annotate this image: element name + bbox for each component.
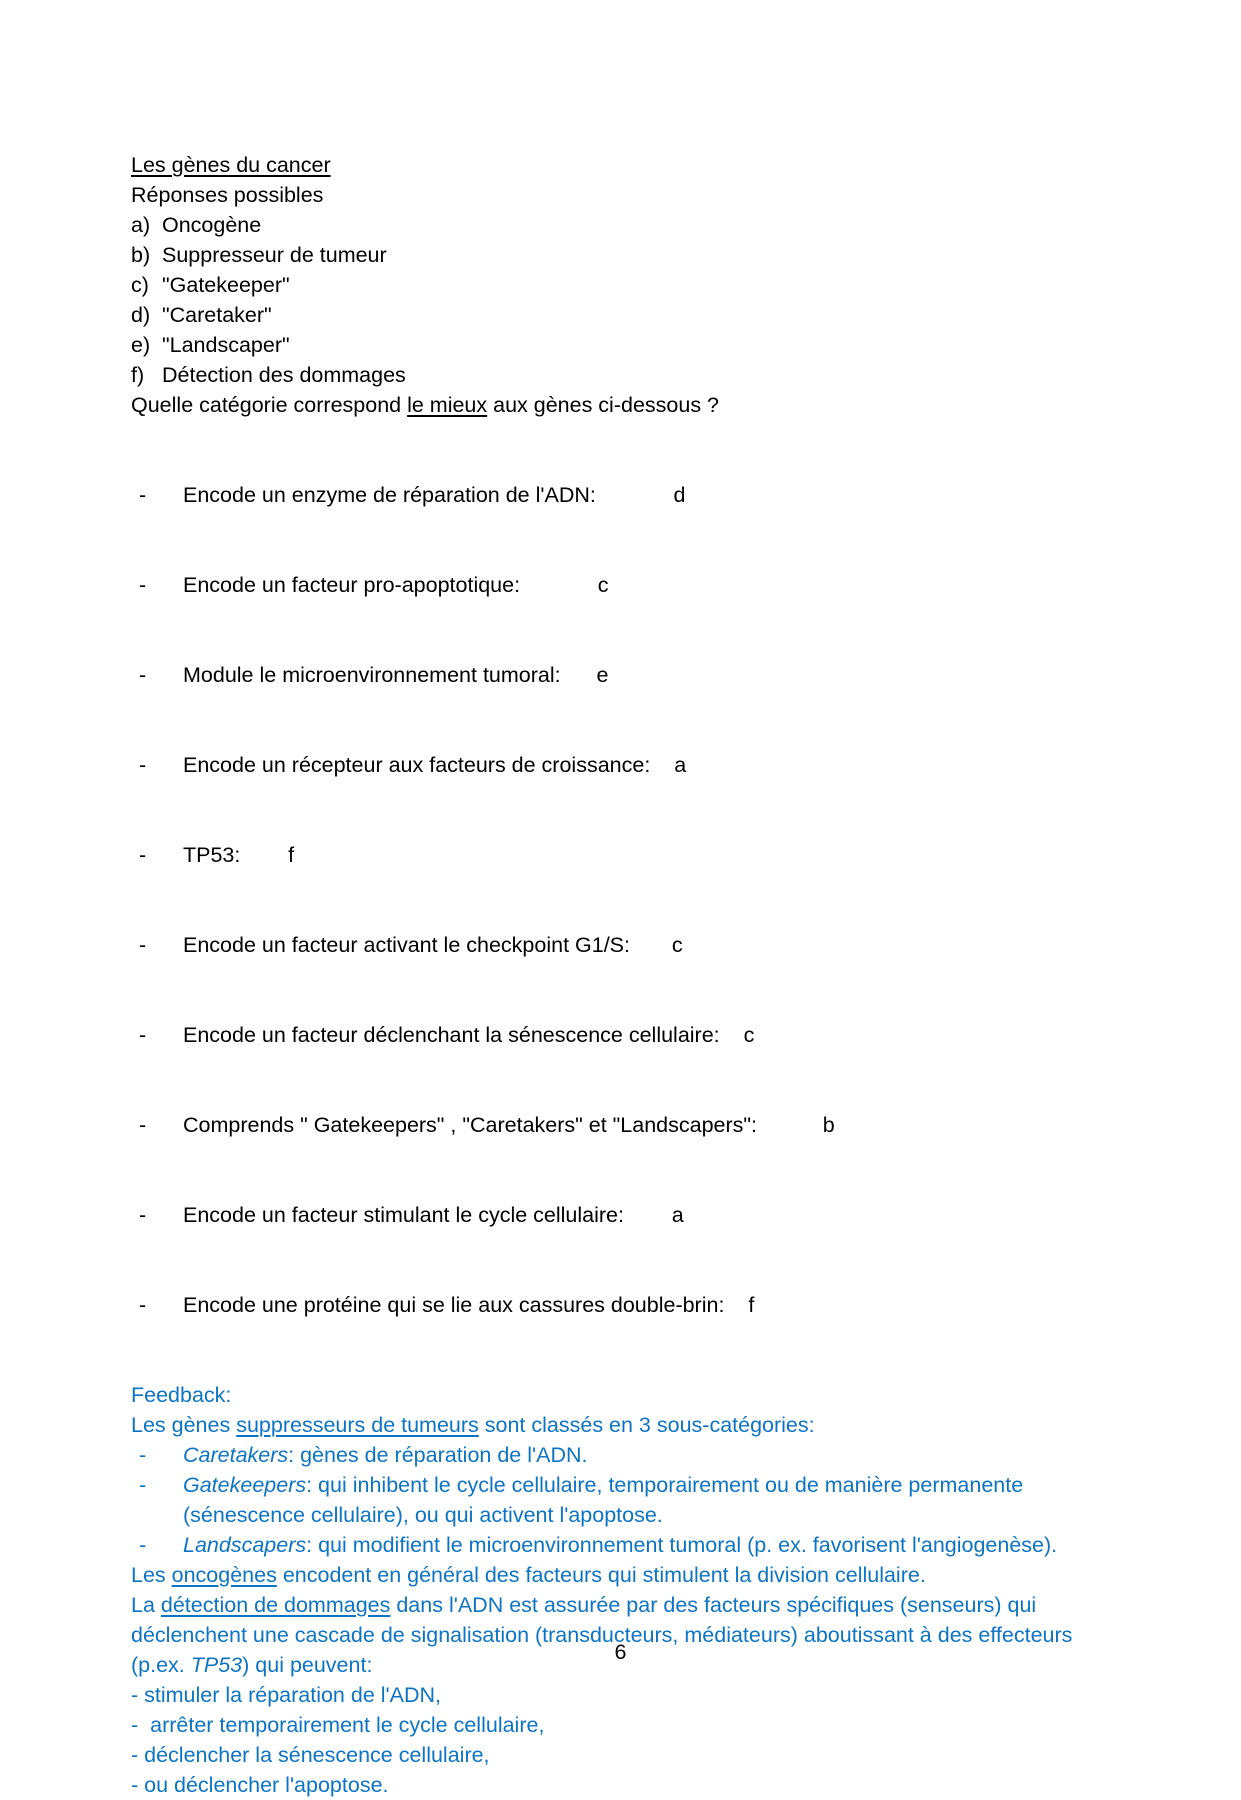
match-item	[131, 930, 1241, 960]
oncogenes-underlined-text: oncogènes	[171, 1563, 277, 1587]
subtitle: Réponses possibles	[131, 183, 324, 207]
match-answer: a	[671, 1203, 684, 1227]
match-answer: f	[748, 1293, 755, 1317]
option-label: "Landscaper"	[162, 333, 290, 357]
page-title: Les gènes du cancer	[131, 153, 331, 177]
match-label: Encode un facteur stimulant le cycle cellulaire:	[183, 1203, 624, 1227]
match-label: Comprends " Gatekeepers" , "Caretakers" et "Landscapers":	[183, 1113, 758, 1137]
feedback-heading: Feedback:	[131, 1383, 232, 1407]
option-marker: c)	[131, 273, 149, 297]
match-item	[131, 1020, 1241, 1050]
option-label: Oncogène	[162, 213, 262, 237]
match-item	[131, 1200, 1241, 1230]
feedback-intro-text: sont classés en 3 sous-catégories:	[478, 1413, 815, 1437]
subcategory-description: : gènes de réparation de l'ADN.	[288, 1443, 588, 1467]
match-answer: c	[597, 573, 609, 597]
tab-space	[630, 933, 672, 957]
detection-underlined-text: détection de dommages	[160, 1593, 391, 1617]
detection-action: - ou déclencher l'apoptose.	[131, 1773, 389, 1797]
tab-space	[720, 1023, 744, 1047]
answer-option-e	[131, 330, 1241, 360]
gene-name-tp53: TP53	[190, 1653, 243, 1677]
match-answer: c	[743, 1023, 755, 1047]
detection-action: - déclencher la sénescence cellulaire,	[131, 1743, 490, 1767]
subcategory-gatekeepers	[131, 1470, 1106, 1530]
option-marker: f)	[131, 363, 145, 387]
match-item	[131, 480, 1241, 510]
subcategories-list	[131, 1440, 1106, 1560]
subcategory-term: Caretakers	[183, 1443, 289, 1467]
match-label: Encode un enzyme de réparation de l'ADN:	[183, 483, 596, 507]
match-label: Encode un facteur pro-apoptotique:	[183, 573, 521, 597]
feedback-intro-underlined-text: suppresseurs de tumeurs	[236, 1413, 479, 1437]
match-answer: d	[673, 483, 686, 507]
feedback-section	[131, 1380, 1106, 1800]
option-marker: d)	[131, 303, 151, 327]
tab-space	[624, 1203, 672, 1227]
option-marker: b)	[131, 243, 151, 267]
match-item	[131, 750, 1241, 780]
match-item	[131, 1290, 1241, 1320]
match-label: Encode un facteur activant le checkpoint G1/S:	[183, 933, 630, 957]
tab-space	[596, 483, 674, 507]
option-marker: e)	[131, 333, 151, 357]
subcategory-description: : qui modifient le microenvironnement tumoral (p. ex. favorisent l'angiogenèse).	[306, 1533, 1058, 1557]
detection-text: dans l'ADN est assurée par des facteurs spécifiques (senseurs) qui déclenchent une cascade de signalisation (transducteurs, médiateurs) aboutissant à des effecteurs (p.ex.	[131, 1593, 1073, 1677]
detection-action: - stimuler la réparation de l'ADN,	[131, 1683, 441, 1707]
oncogenes-text: encodent en général des facteurs qui stimulent la division cellulaire.	[276, 1563, 926, 1587]
tab-space	[724, 1293, 748, 1317]
match-label: TP53:	[183, 843, 241, 867]
match-answer: b	[822, 1113, 835, 1137]
detection-text: ) qui peuvent:	[242, 1653, 373, 1677]
match-answer: a	[674, 753, 687, 777]
match-item	[131, 660, 1241, 690]
match-label: Module le microenvironnement tumoral:	[183, 663, 561, 687]
tab-space	[520, 573, 598, 597]
subcategory-landscapers	[131, 1530, 1106, 1560]
tab-space	[757, 1113, 823, 1137]
feedback-intro	[131, 1410, 1106, 1440]
answer-option-f	[131, 360, 1241, 390]
tab-space	[561, 663, 597, 687]
match-item	[131, 570, 1241, 600]
subcategory-term: Gatekeepers	[183, 1473, 307, 1497]
answer-option-c	[131, 270, 1241, 300]
oncogenes-note	[131, 1560, 1106, 1590]
subcategory-description: : qui inhibent le cycle cellulaire, temporairement ou de manière permanente (sénescence cellulaire), ou qui activent l'apoptose.	[183, 1473, 1024, 1527]
tab-space	[650, 753, 674, 777]
answer-option-a	[131, 210, 1241, 240]
tab-space	[240, 843, 288, 867]
subcategory-caretakers	[131, 1440, 1106, 1470]
match-label: Encode un récepteur aux facteurs de croissance:	[183, 753, 651, 777]
feedback-intro-text: Les gènes	[131, 1413, 237, 1437]
subcategory-term: Landscapers	[183, 1533, 307, 1557]
page-number: 6	[614, 1640, 627, 1664]
question-text: Quelle catégorie correspond	[131, 393, 408, 417]
question-underlined-text: le mieux	[407, 393, 488, 417]
oncogenes-text: Les	[131, 1563, 172, 1587]
match-label: Encode un facteur déclenchant la sénescence cellulaire:	[183, 1023, 720, 1047]
question-text: aux gènes ci-dessous ?	[487, 393, 720, 417]
match-answer: f	[288, 843, 295, 867]
option-label: Suppresseur de tumeur	[162, 243, 387, 267]
option-label: "Caretaker"	[162, 303, 272, 327]
match-answer: c	[671, 933, 683, 957]
match-item	[131, 840, 1241, 870]
option-marker: a)	[131, 213, 151, 237]
detection-text: La	[131, 1593, 161, 1617]
match-item	[131, 1110, 1241, 1140]
match-answer: e	[596, 663, 609, 687]
gene-matching-list	[131, 420, 1241, 1380]
detection-action: - arrêter temporairement le cycle cellulaire,	[131, 1713, 545, 1737]
option-label: Détection des dommages	[162, 363, 406, 387]
option-label: "Gatekeeper"	[162, 273, 290, 297]
match-label: Encode une protéine qui se lie aux cassures double-brin:	[183, 1293, 725, 1317]
answer-option-b	[131, 240, 1241, 270]
damage-detection-paragraph	[131, 1590, 1106, 1800]
question	[131, 390, 1241, 420]
answer-options-list	[131, 210, 1241, 390]
answer-option-d	[131, 300, 1241, 330]
